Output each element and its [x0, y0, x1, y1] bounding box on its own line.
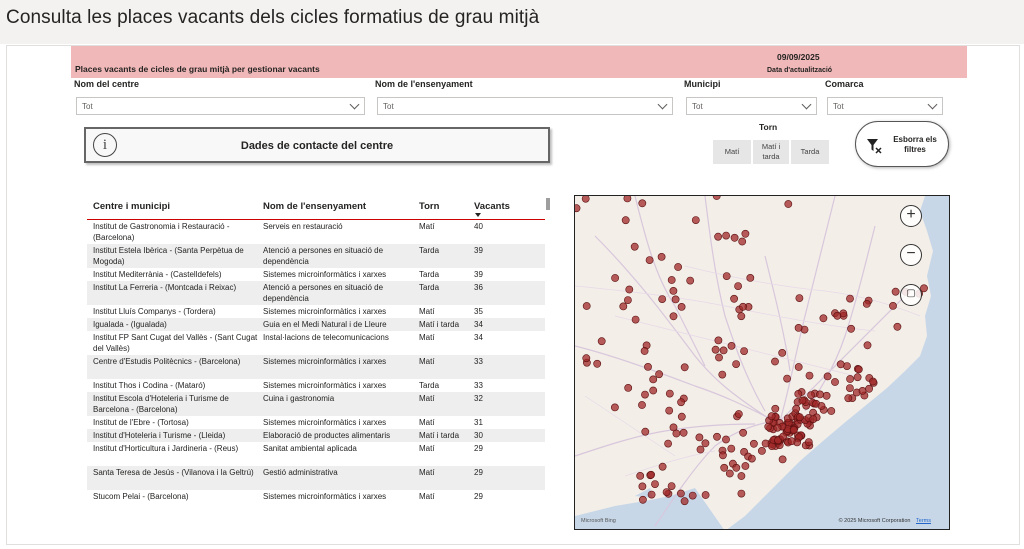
map-marker[interactable] — [719, 371, 726, 378]
map-marker[interactable] — [824, 373, 831, 380]
filter-label-ensenyament: Nom de l'ensenyament — [375, 79, 473, 89]
map-copyright — [839, 518, 931, 524]
map-marker[interactable] — [831, 378, 838, 385]
map-marker[interactable] — [646, 257, 653, 264]
cell-ensenyament: Sistemes microinformàtics i xarxes — [263, 270, 387, 279]
cell-ensenyament: Sistemes microinformàtics i xarxes — [263, 357, 387, 366]
map-marker[interactable] — [723, 232, 730, 239]
zoom-out-icon[interactable]: − — [900, 244, 922, 266]
map-marker[interactable] — [828, 407, 835, 414]
map-marker[interactable] — [735, 410, 742, 417]
map-marker[interactable] — [678, 399, 685, 406]
map-marker[interactable] — [620, 303, 627, 310]
cell-vacants: 39 — [474, 270, 483, 279]
map-marker[interactable] — [889, 302, 896, 309]
column-header-torn[interactable]: Torn — [419, 201, 440, 212]
cell-torn: Matí — [419, 468, 435, 477]
map-marker[interactable] — [846, 295, 853, 302]
contact-data-label: Dades de contacte del centre — [240, 140, 394, 152]
cell-ensenyament: Atenció a persones en situació de dependència — [263, 246, 384, 266]
table-row[interactable] — [87, 392, 545, 416]
chevron-down-icon — [350, 100, 360, 110]
map-marker[interactable] — [740, 429, 747, 436]
cell-centre: Institut Mediterrània - (Castelldefels) — [93, 270, 222, 279]
map-marker[interactable] — [639, 200, 646, 207]
map-marker[interactable] — [631, 243, 638, 250]
contact-data-button[interactable] — [84, 127, 550, 163]
cell-torn: Matí — [419, 357, 435, 366]
map-marker[interactable] — [624, 297, 631, 304]
map-marker[interactable] — [719, 452, 726, 459]
map-marker[interactable] — [859, 387, 866, 394]
map-marker[interactable] — [648, 471, 655, 478]
cell-torn: Matí — [419, 492, 435, 501]
map-marker[interactable] — [663, 489, 670, 496]
cell-torn: Matí i tarda — [419, 431, 460, 440]
map-marker[interactable] — [670, 287, 677, 294]
map-marker[interactable] — [808, 392, 815, 399]
page-title: Consulta les places vacants dels cicles formatius de grau mitjà — [6, 7, 540, 28]
map-marker[interactable] — [659, 463, 666, 470]
map-marker[interactable] — [762, 440, 769, 447]
map-marker[interactable] — [715, 354, 722, 361]
banner — [71, 46, 967, 78]
map-marker[interactable] — [779, 456, 786, 463]
filter-label-centre: Nom del centre — [74, 79, 140, 89]
map-marker[interactable] — [626, 286, 633, 293]
map-marker[interactable] — [848, 325, 855, 332]
map-marker[interactable] — [796, 414, 803, 421]
table-row[interactable] — [87, 220, 545, 244]
map-marker[interactable] — [659, 296, 666, 303]
map-marker[interactable] — [622, 217, 629, 224]
cell-torn: Matí — [419, 444, 435, 453]
cell-torn: Matí i tarda — [419, 320, 460, 329]
filter-value: Tot — [82, 102, 93, 111]
map-marker[interactable] — [784, 375, 791, 382]
map-marker[interactable] — [651, 481, 658, 488]
map-marker[interactable] — [678, 303, 685, 310]
cell-vacants: 35 — [474, 307, 483, 316]
cell-ensenyament: Elaboració de productes alimentaris — [263, 431, 391, 440]
map-marker[interactable] — [845, 395, 852, 402]
map-marker[interactable] — [747, 274, 754, 281]
cell-ensenyament: Gestió administrativa — [263, 468, 338, 477]
cell-centre: Igualada - (Igualada) — [93, 320, 167, 329]
map-marker[interactable] — [681, 364, 688, 371]
filter-value: Tot — [833, 102, 844, 111]
map-marker[interactable] — [846, 385, 853, 392]
cell-torn: Tarda — [419, 246, 440, 255]
map-marker[interactable] — [721, 464, 728, 471]
map-marker[interactable] — [612, 274, 619, 281]
map-marker[interactable] — [689, 492, 696, 499]
cell-centre: Institut La Ferreria - (Montcada i Reixac) — [93, 283, 237, 292]
map-marker[interactable] — [796, 295, 803, 302]
map-marker[interactable] — [642, 428, 649, 435]
cell-ensenyament: Atenció a persones en situació de dependència — [263, 283, 384, 303]
map-marker[interactable] — [583, 302, 590, 309]
map-marker[interactable] — [715, 337, 722, 344]
cell-centre: Institut de l'Ebre - (Tortosa) — [93, 418, 189, 427]
map-marker[interactable] — [625, 384, 632, 391]
table-row[interactable] — [87, 490, 545, 503]
map-marker[interactable] — [774, 424, 781, 431]
map-marker[interactable] — [726, 470, 733, 477]
chevron-down-icon — [928, 100, 938, 110]
column-header-ensenyament[interactable]: Nom de l'ensenyament — [263, 201, 367, 212]
map-marker[interactable] — [738, 472, 745, 479]
filter-select-ensenyament[interactable] — [377, 97, 673, 115]
map-marker[interactable] — [847, 375, 854, 382]
vacancies-table — [87, 194, 545, 503]
map-marker[interactable] — [795, 390, 802, 397]
map-marker[interactable] — [738, 313, 745, 320]
map-marker[interactable] — [594, 360, 601, 367]
map-marker[interactable] — [785, 200, 792, 207]
table-row[interactable] — [87, 268, 545, 281]
map-marker[interactable] — [772, 405, 779, 412]
map-marker[interactable] — [795, 363, 802, 370]
cell-centre: Institut Estela Ibèrica - (Santa Perpètua de Mogoda) — [93, 246, 244, 266]
torn-option-mati-tarda[interactable]: Matí i tarda — [752, 139, 790, 165]
map-marker[interactable] — [779, 433, 786, 440]
map-marker[interactable] — [799, 397, 806, 404]
cell-vacants: 34 — [474, 333, 483, 342]
map-marker[interactable] — [713, 196, 720, 200]
table-row[interactable] — [87, 416, 545, 429]
map-marker[interactable] — [866, 385, 873, 392]
cell-ensenyament: Guia en el Medi Natural i de Lleure — [263, 320, 387, 329]
page-header — [0, 0, 1024, 44]
map-marker[interactable] — [738, 490, 745, 497]
filter-select-municipi[interactable] — [686, 97, 817, 115]
map-marker[interactable] — [735, 283, 742, 290]
table-header — [87, 194, 545, 220]
table-scrollbar[interactable] — [546, 198, 550, 210]
cell-torn: Matí — [419, 333, 435, 342]
table-row[interactable] — [87, 379, 545, 392]
map-marker[interactable] — [806, 372, 813, 379]
filter-label-comarca: Comarca — [825, 79, 864, 89]
map-marker[interactable] — [639, 483, 646, 490]
map-marker[interactable] — [583, 355, 590, 362]
cell-ensenyament: Cuina i gastronomia — [263, 394, 335, 403]
cell-vacants: 39 — [474, 246, 483, 255]
cell-vacants: 29 — [474, 468, 483, 477]
map-marker[interactable] — [793, 405, 800, 412]
cell-centre: Institut d'Horticultura i Jardineria - (Reus) — [93, 444, 239, 453]
map-marker[interactable] — [739, 303, 746, 310]
map-marker[interactable] — [795, 324, 802, 331]
map-marker[interactable] — [598, 338, 605, 345]
cell-ensenyament: Sistemes microinformàtics i xarxes — [263, 307, 387, 316]
map-marker[interactable] — [641, 391, 648, 398]
map-marker[interactable] — [733, 361, 740, 368]
map-terms-link[interactable]: Terms — [916, 518, 931, 524]
map-marker[interactable] — [670, 424, 677, 431]
map-marker[interactable] — [739, 238, 746, 245]
cell-ensenyament: Sistemes microinformàtics i xarxes — [263, 381, 387, 390]
cell-torn: Tarda — [419, 283, 440, 292]
map-marker[interactable] — [644, 363, 651, 370]
map-marker[interactable] — [696, 434, 703, 441]
cell-centre: Institut d'Hoteleria i Turisme - (Lleida) — [93, 431, 226, 440]
map-marker[interactable] — [666, 407, 673, 414]
map-marker[interactable] — [741, 348, 748, 355]
cell-vacants: 31 — [474, 418, 483, 427]
map-marker[interactable] — [823, 392, 830, 399]
map-marker[interactable] — [771, 358, 778, 365]
map-marker[interactable] — [790, 426, 797, 433]
chevron-down-icon — [658, 100, 668, 110]
map-marker[interactable] — [894, 323, 901, 330]
update-date: 09/09/2025 — [777, 52, 820, 62]
map-marker[interactable] — [678, 413, 685, 420]
map-marker[interactable] — [748, 455, 755, 462]
filter-select-comarca[interactable] — [827, 97, 943, 115]
map-marker[interactable] — [668, 483, 675, 490]
map-marker[interactable] — [818, 402, 825, 409]
filter-value: Tot — [383, 102, 394, 111]
map-marker[interactable] — [582, 196, 589, 202]
map-marker[interactable] — [892, 288, 899, 295]
map-marker[interactable] — [658, 253, 665, 260]
map-marker[interactable] — [820, 315, 827, 322]
update-date-label: Data d'actualització — [767, 67, 833, 74]
cell-centre: Santa Teresa de Jesús - (Vilanova i la Geltrú) — [93, 468, 254, 477]
cell-centre: Institut FP Sant Cugat del Vallès - (Sant Cugat del Vallès) — [93, 333, 258, 353]
banner-title: Places vacants de cicles de grau mitjà per gestionar vacants — [75, 64, 320, 74]
lasso-select-icon[interactable]: ▢ — [900, 284, 922, 306]
map-marker[interactable] — [854, 374, 861, 381]
report-canvas — [6, 45, 1020, 545]
map-marker[interactable] — [742, 462, 749, 469]
map-canvas[interactable] — [575, 196, 950, 530]
map-marker[interactable] — [677, 490, 684, 497]
cell-centre: Stucom Pelai - (Barcelona) — [93, 492, 189, 501]
map-marker[interactable] — [733, 464, 740, 471]
cell-torn: Matí — [419, 222, 435, 231]
torn-option-tarda[interactable]: Tarda — [790, 139, 830, 165]
map-marker[interactable] — [702, 491, 709, 498]
cell-ensenyament: Sistemes microinformàtics i xarxes — [263, 492, 387, 501]
map-marker[interactable] — [869, 378, 876, 385]
table-body — [87, 220, 545, 503]
clear-filters-button[interactable] — [855, 121, 949, 167]
table-row[interactable] — [87, 318, 545, 331]
map-marker[interactable] — [779, 349, 786, 356]
cell-vacants: 33 — [474, 357, 483, 366]
map-marker[interactable] — [668, 276, 675, 283]
map-marker[interactable] — [722, 436, 729, 443]
filter-select-centre[interactable] — [76, 97, 365, 115]
cell-torn: Matí — [419, 307, 435, 316]
map-marker[interactable] — [715, 233, 722, 240]
map-marker[interactable] — [672, 296, 679, 303]
map-marker[interactable] — [834, 312, 841, 319]
cell-vacants: 34 — [474, 320, 483, 329]
map-marker[interactable] — [768, 413, 775, 420]
cell-centre: Institut de Gastronomia i Restauració - (Barcelona) — [93, 222, 230, 242]
map-marker[interactable] — [697, 446, 704, 453]
clear-filters-label: Esborra els filtres — [893, 135, 937, 154]
map-marker[interactable] — [638, 401, 645, 408]
cell-centre: Institut Thos i Codina - (Mataró) — [93, 381, 206, 390]
map-marker[interactable] — [611, 404, 618, 411]
table-row[interactable] — [87, 281, 545, 305]
cell-vacants: 29 — [474, 444, 483, 453]
map-marker[interactable] — [750, 440, 757, 447]
table-row[interactable] — [87, 442, 545, 466]
map-marker[interactable] — [728, 445, 735, 452]
filter-clear-icon — [866, 138, 882, 154]
cell-vacants: 36 — [474, 283, 483, 292]
map-marker[interactable] — [641, 347, 648, 354]
map-marker[interactable] — [712, 346, 719, 353]
cell-ensenyament: Instal·lacions de telecomunicacions — [263, 333, 389, 342]
map-marker[interactable] — [670, 313, 677, 320]
centres-map[interactable] — [574, 195, 950, 530]
map-marker[interactable] — [648, 491, 655, 498]
cell-ensenyament: Sistemes microinformàtics i xarxes — [263, 418, 387, 427]
map-marker[interactable] — [837, 361, 844, 368]
zoom-in-icon[interactable]: + — [900, 205, 922, 227]
map-marker[interactable] — [637, 472, 644, 479]
cell-centre: Institut Lluís Companys - (Tordera) — [93, 307, 216, 316]
table-row[interactable] — [87, 429, 545, 442]
map-marker[interactable] — [863, 300, 870, 307]
map-marker[interactable] — [864, 342, 871, 349]
table-row[interactable] — [87, 244, 545, 268]
map-marker[interactable] — [692, 217, 699, 224]
map-marker[interactable] — [758, 447, 765, 454]
map-marker[interactable] — [702, 440, 709, 447]
map-marker[interactable] — [720, 347, 727, 354]
info-icon: i — [93, 133, 117, 157]
map-marker[interactable] — [788, 438, 795, 445]
filter-label-municipi: Municipi — [684, 79, 721, 89]
map-marker[interactable] — [666, 390, 673, 397]
map-marker[interactable] — [675, 263, 682, 270]
cell-vacants: 29 — [474, 492, 483, 501]
map-marker[interactable] — [687, 277, 694, 284]
map-copyright-text: © 2025 Microsoft Corporation — [838, 518, 911, 524]
torn-option-mati[interactable]: Matí — [712, 139, 752, 165]
cell-torn: Tarda — [419, 381, 440, 390]
map-marker[interactable] — [624, 196, 631, 202]
map-marker[interactable] — [650, 387, 657, 394]
map-marker[interactable] — [816, 391, 823, 398]
map-marker[interactable] — [665, 440, 672, 447]
table-row[interactable] — [87, 355, 545, 379]
chevron-down-icon — [802, 100, 812, 110]
map-marker[interactable] — [855, 366, 862, 373]
sort-descending-icon — [475, 213, 481, 217]
map-marker[interactable] — [742, 230, 749, 237]
cell-vacants: 33 — [474, 381, 483, 390]
cell-centre: Institut Escola d'Hoteleria i Turisme de Barcelona - (Barcelona) — [93, 394, 229, 414]
filter-value: Tot — [692, 102, 703, 111]
map-marker[interactable] — [632, 316, 639, 323]
map-marker[interactable] — [656, 371, 663, 378]
map-marker[interactable] — [680, 429, 687, 436]
map-provider-logo: Microsoft Bing — [581, 518, 616, 524]
map-marker[interactable] — [575, 205, 580, 212]
cell-ensenyament: Sanitat ambiental aplicada — [263, 444, 357, 453]
cell-vacants: 40 — [474, 222, 483, 231]
cell-centre: Centre d'Estudis Politècnics - (Barcelona) — [93, 357, 241, 366]
map-marker[interactable] — [713, 433, 720, 440]
table-row[interactable] — [87, 331, 545, 355]
map-marker[interactable] — [650, 376, 657, 383]
torn-label: Torn — [759, 122, 778, 132]
cell-torn: Tarda — [419, 270, 440, 279]
table-row[interactable] — [87, 305, 545, 318]
map-marker[interactable] — [731, 234, 738, 241]
column-header-vacants[interactable]: Vacants — [474, 201, 510, 212]
cell-ensenyament: Serveis en restauració — [263, 222, 343, 231]
map-marker[interactable] — [681, 498, 688, 505]
column-header-centre[interactable]: Centre i municipi — [93, 201, 171, 212]
map-marker[interactable] — [731, 295, 738, 302]
map-marker[interactable] — [639, 496, 646, 503]
table-row[interactable] — [87, 466, 545, 490]
map-marker[interactable] — [723, 273, 730, 280]
map-marker[interactable] — [728, 342, 735, 349]
cell-torn: Matí — [419, 394, 435, 403]
cell-vacants: 30 — [474, 431, 483, 440]
map-marker[interactable] — [805, 439, 812, 446]
cell-torn: Matí — [419, 418, 435, 427]
map-marker[interactable] — [810, 416, 817, 423]
cell-vacants: 32 — [474, 394, 483, 403]
